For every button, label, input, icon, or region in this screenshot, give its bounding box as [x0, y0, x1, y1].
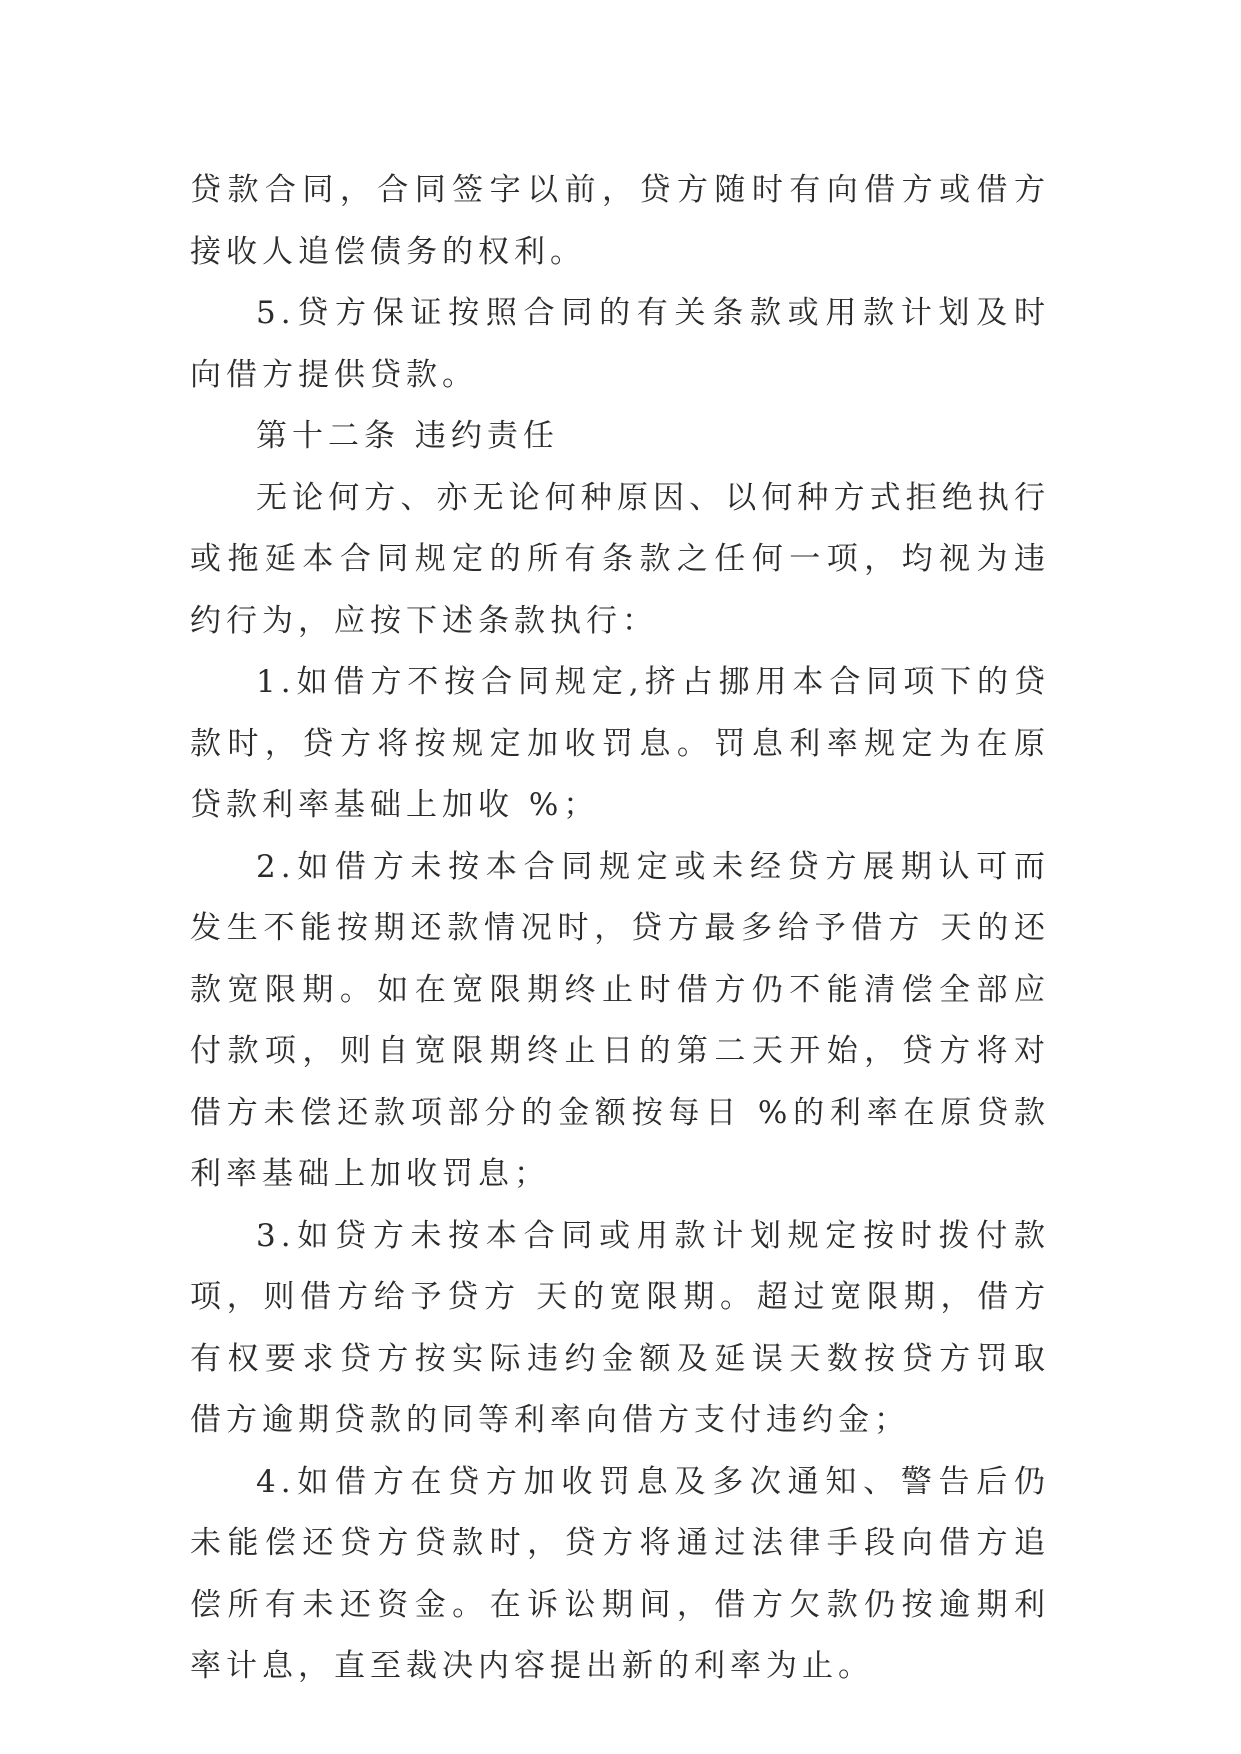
- document-body: [190, 160, 1050, 1698]
- clause-2-late-repayment: 2.如借方未按本合同规定或未经贷方展期认可而发生不能按期还款情况时，贷方最多给予借方 天的还款宽限期。如在宽限期终止时借方仍不能清偿全部应付款项，则自宽限期终止日的第二天开始，贷方将对借方未偿还款项部分的金额按每日 %的利率在原贷款利率基础上加收罚息；: [190, 848, 1050, 1192]
- paragraph-lender-guarantee: 5.贷方保证按照合同的有关条款或用款计划及时向借方提供贷款。: [190, 295, 1050, 393]
- paragraph-breach-definition: 无论何方、亦无论何种原因、以何种方式拒绝执行或拖延本合同规定的所有条款之任何一项，均视为违约行为，应按下述条款执行：: [190, 479, 1050, 639]
- clause-4-legal-recourse: 4.如借方在贷方加收罚息及多次通知、警告后仍未能偿还贷方贷款时，贷方将通过法律手段向借方追偿所有未还资金。在诉讼期间，借方欠款仍按逾期利率计息，直至裁决内容提出新的利率为止。: [190, 1463, 1050, 1684]
- clause-1-misuse-penalty: 1.如借方不按合同规定,挤占挪用本合同项下的贷款时，贷方将按规定加收罚息。罚息利率规定为在原贷款利率基础上加收 %；: [190, 664, 1050, 823]
- article-heading-breach-liability: 第十二条 违约责任: [256, 418, 559, 454]
- paragraph-creditor-recourse: 贷款合同，合同签字以前，贷方随时有向借方或借方接收人追偿债务的权利。: [190, 172, 1050, 270]
- clause-3-lender-default: 3.如贷方未按本合同或用款计划规定按时拨付款项，则借方给予贷方 天的宽限期。超过宽限期，借方有权要求贷方按实际违约金额及延误天数按贷方罚取借方逾期贷款的同等利率向借方支付违约金；: [190, 1217, 1050, 1438]
